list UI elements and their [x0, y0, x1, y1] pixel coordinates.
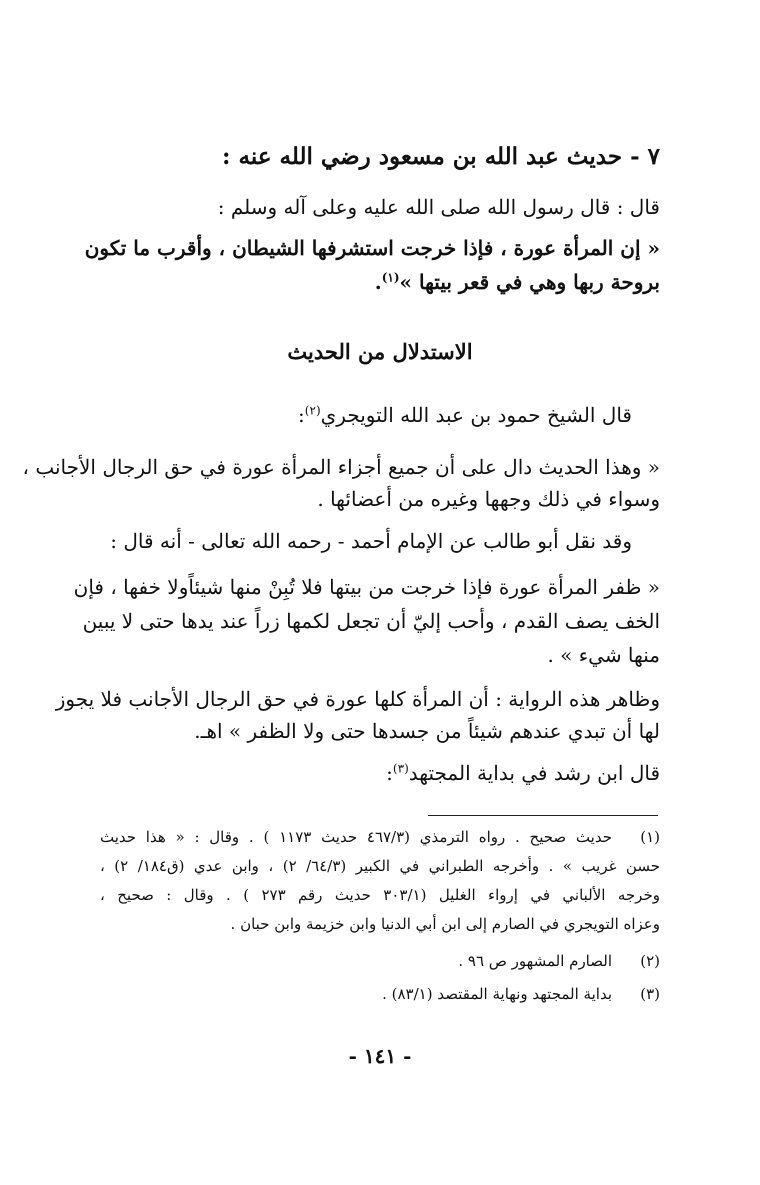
- footnote-ref-2[interactable]: (٢): [304, 403, 321, 418]
- hadith-text-line-1: « إن المرأة عورة ، فإذا خرجت استشرفها الشيطان ، وأقرب ما تكون: [84, 236, 660, 260]
- body-line-p4-1: « ظفر المرأة عورة فإذا خرجت من بيتها فلا تُبِنْ منها شيئاًولا خفها ، فإن: [73, 575, 660, 599]
- hadith-heading: ٧ - حديث عبد الله بن مسعود رضي الله عنه :: [222, 143, 660, 170]
- footnote-1-number: (١): [640, 828, 660, 846]
- body-line-p4-2: الخف يصف القدم ، وأحب إليّ أن تجعل لكمها زراً عند يدها حتى لا يبين: [82, 609, 660, 633]
- footnote-2-number: (٢): [640, 952, 660, 970]
- body-line-p5-1: وظاهر هذه الرواية : أن المرأة كلها عورة في حق الرجال الأجانب فلا يجوز: [55, 687, 660, 711]
- hadith-text-line-2: بروحة ربها وهي في قعر بيتها »$^{(١)}$.: [374, 270, 660, 294]
- body-line-p5-2: لها أن تبدي عندهم شيئاً من جسدها حتى ولا الظفر » اهـ.: [194, 719, 660, 743]
- body-line-p1: قال الشيخ حمود بن عبد الله التويجري$^{(٢)}$:: [298, 403, 632, 427]
- section-title: الاستدلال من الحديث: [287, 339, 473, 364]
- body-line-p6: قال ابن رشد في بداية المجتهد$^{(٣)}$:: [386, 761, 660, 785]
- hadith-intro: قال : قال رسول الله صلى الله عليه وعلى آله وسلم :: [217, 195, 660, 219]
- body-line-p3: وقد نقل أبو طالب عن الإمام أحمد - رحمه الله تعالى - أنه قال :: [110, 529, 632, 553]
- body-line-p4-3: منها شيء » .: [547, 643, 660, 667]
- footnote-3-number: (٣): [640, 985, 660, 1003]
- footnote-separator: [428, 815, 658, 816]
- page-number: - ١٤١ -: [348, 1044, 412, 1068]
- body-line-p2-1: « وهذا الحديث دال على أن جميع أجزاء المرأة عورة في حق الرجال الأجانب ،: [22, 455, 660, 479]
- book-page: ٧ - حديث عبد الله بن مسعود رضي الله عنه : قال : قال رسول الله صلى الله عليه وعلى آله وسلم : « إن المرأة عورة ، فإذا خرجت استشرفها الشيطان ، وأقرب ما تكون بروحة ربها وهي في قعر بيتها »$^{(١)}$. الاستدلال من الحديث قال الشيخ حمود بن عبد الله التويجري$^{(٢)}$: « وهذا الحديث دال على أن جميع أجزاء المرأة عورة في حق الرجال الأجانب ، وسواء في ذلك وجهها وغيره من أعضائها . وقد نقل أبو طالب عن الإمام أحمد - رحمه الله تعالى - أنه قال : « ظفر المرأة عورة فإذا خرجت من بيتها فلا تُبِنْ منها شيئاًولا خفها ، فإن الخف يصف القدم ، وأحب إليّ أن تجعل لكمها زراً عند يدها حتى لا يبين منها شيء » . وظاهر هذه الرواية : أن المرأة كلها عورة في حق الرجال الأجانب فلا يجوز لها أن تبدي عندهم شيئاً من جسدها حتى ولا الظفر » اهـ. قال ابن رشد في بداية المجتهد$^{(٣)}$: (١) حديث صحيح . رواه الترمذي (٤٦٧/٣ حديث ١١٧٣ ) . وقال : « هذا حديث حسن غريب » . وأخرجه الطبراني في الكبير (٦٤/٣/ ٢) ، وابن عدي (ق١٨٤/ ٢) ، وخرجه الألباني في إرواء الغليل (٣٠٣/١ حديث رقم ٢٧٣ ) . وقال : صحيح ، وعزاه التويجري في الصارم إلى ابن أبي الدنيا وابن خزيمة وابن حبان . (٢) الصارم المشهور ص ٩٦ . (٣) بداية المجتهد ونهاية المقتصد (٨٣/١) . - ١٤١ -: [0, 0, 760, 1185]
- body-line-p2-2: وسواء في ذلك وجهها وغيره من أعضائها .: [317, 487, 660, 511]
- footnote-ref-1[interactable]: (١): [381, 270, 400, 285]
- footnote-ref-3[interactable]: (٣): [392, 761, 409, 776]
